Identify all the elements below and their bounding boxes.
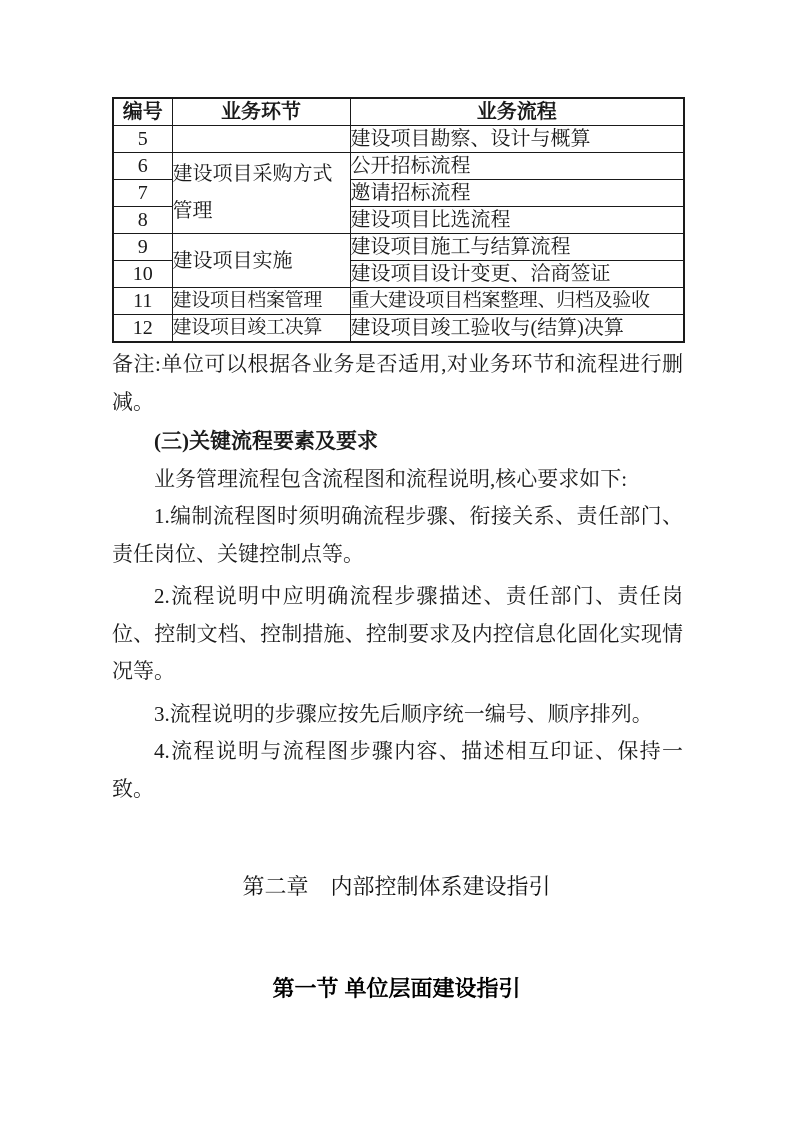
cell-process: 建设项目施工与结算流程: [350, 234, 684, 261]
paragraph: 1.编制流程图时须明确流程步骤、衔接关系、责任部门、责任岗位、关键控制点等。: [112, 504, 683, 566]
note-paragraph: 备注:单位可以根据各业务是否适用,对业务环节和流程进行删减。: [112, 352, 683, 414]
cell-no: 8: [113, 207, 172, 234]
cell-no: 11: [113, 288, 172, 315]
cell-segment: 建设项目档案管理: [172, 288, 350, 315]
table-header-row: [113, 98, 684, 126]
cell-process: 建设项目设计变更、洽商签证: [350, 261, 684, 288]
col-header-no: 编号: [113, 98, 172, 126]
table-row: [113, 288, 684, 315]
cell-no: 5: [113, 126, 172, 153]
table-row: [113, 315, 684, 343]
cell-process: 建设项目竣工验收与(结算)决算: [350, 315, 684, 343]
table-row: [113, 126, 684, 153]
table-row: [113, 234, 684, 261]
section-heading: 第一节 单位层面建设指引: [272, 976, 521, 1001]
paragraph: 4.流程说明与流程图步骤内容、描述相互印证、保持一致。: [112, 739, 683, 801]
cell-segment-merged: 建设项目实施: [172, 234, 350, 288]
subsection-heading: (三)关键流程要素及要求: [154, 429, 378, 453]
body-text-block: [112, 346, 683, 808]
cell-no: 12: [113, 315, 172, 343]
cell-process: 邀请招标流程: [350, 180, 684, 207]
cell-segment: 建设项目竣工决算: [172, 315, 350, 343]
chapter-heading: 第二章 内部控制体系建设指引: [242, 874, 551, 899]
col-header-process: 业务流程: [350, 98, 684, 126]
cell-no: 9: [113, 234, 172, 261]
business-process-table: [112, 97, 685, 343]
cell-segment: [172, 126, 350, 153]
cell-process: 建设项目比选流程: [350, 207, 684, 234]
cell-no: 7: [113, 180, 172, 207]
paragraph: 2.流程说明中应明确流程步骤描述、责任部门、责任岗位、控制文档、控制措施、控制要求及内控信息化固化实现情况等。: [112, 584, 683, 683]
col-header-segment: 业务环节: [172, 98, 350, 126]
cell-process: 建设项目勘察、设计与概算: [350, 126, 684, 153]
cell-no: 6: [113, 153, 172, 180]
cell-segment-merged: 建设项目采购方式管理: [172, 153, 350, 234]
paragraph: 3.流程说明的步骤应按先后顺序统一编号、顺序排列。: [154, 701, 653, 726]
cell-no: 10: [113, 261, 172, 288]
cell-process: 重大建设项目档案整理、归档及验收: [350, 288, 684, 315]
cell-process: 公开招标流程: [350, 153, 684, 180]
paragraph: 业务管理流程包含流程图和流程说明,核心要求如下:: [154, 466, 628, 491]
table-row: [113, 153, 684, 180]
